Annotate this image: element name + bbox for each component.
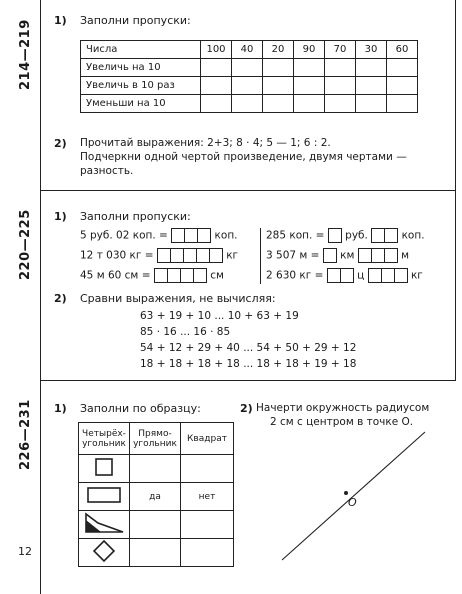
compare-expression: 18 + 18 + 18 + 18 ... 18 + 18 + 19 + 18 bbox=[140, 358, 357, 370]
blank-cell[interactable] bbox=[387, 59, 418, 77]
margin-line bbox=[40, 0, 41, 594]
blank-cell[interactable] bbox=[294, 95, 325, 113]
task-text: Подчеркни одной чертой произведение, двумя чертами — bbox=[80, 151, 407, 163]
answer-boxes[interactable] bbox=[323, 248, 337, 263]
fill-table bbox=[80, 40, 418, 113]
section-divider-1 bbox=[40, 190, 455, 191]
blank-cell[interactable] bbox=[181, 539, 234, 567]
blank-cell[interactable] bbox=[232, 59, 263, 77]
side-label-3: 226—231 bbox=[18, 399, 33, 470]
blank-cell[interactable] bbox=[201, 95, 232, 113]
conversion-text: 3 507 м = bbox=[266, 249, 320, 262]
task-number: 2) bbox=[240, 402, 253, 415]
task-number: 1) bbox=[54, 402, 67, 415]
section-right-edge bbox=[455, 0, 456, 381]
task-text: разность. bbox=[80, 165, 134, 177]
section-divider-2 bbox=[40, 380, 455, 381]
side-label-1: 214—219 bbox=[18, 19, 33, 90]
answer-cell: нет bbox=[181, 483, 234, 511]
answer-boxes[interactable] bbox=[171, 228, 211, 243]
task-number: 2) bbox=[54, 292, 67, 305]
table-value: 70 bbox=[325, 41, 356, 59]
blank-cell[interactable] bbox=[263, 95, 294, 113]
blank-cell[interactable] bbox=[263, 77, 294, 95]
table-value: 20 bbox=[263, 41, 294, 59]
unit: см bbox=[210, 269, 224, 282]
conversion-text: 285 коп. = bbox=[266, 229, 325, 242]
page-number: 12 bbox=[18, 545, 32, 558]
table-header: Числа bbox=[81, 41, 201, 59]
table-value: 60 bbox=[387, 41, 418, 59]
blank-cell[interactable] bbox=[181, 511, 234, 539]
compare-expression: 54 + 12 + 29 + 40 ... 54 + 50 + 29 + 12 bbox=[140, 342, 357, 354]
task-number: 1) bbox=[54, 210, 67, 223]
task-text: Прочитай выражения: 2+3; 8 · 4; 5 — 1; 6 : 2. bbox=[80, 137, 331, 149]
conversion-row bbox=[80, 228, 238, 243]
table-value: 90 bbox=[294, 41, 325, 59]
conversion-text: 12 т 030 кг = bbox=[80, 249, 154, 262]
side-label-2: 220—225 bbox=[18, 209, 33, 280]
answer-boxes[interactable] bbox=[358, 248, 398, 263]
table-row-label: Уменьши на 10 bbox=[81, 95, 201, 113]
task-text: Начерти окружность радиусом bbox=[256, 402, 430, 414]
blank-cell[interactable] bbox=[356, 95, 387, 113]
conversion-row bbox=[80, 268, 224, 283]
table-value: 100 bbox=[201, 41, 232, 59]
unit: км bbox=[340, 249, 355, 262]
blank-cell[interactable] bbox=[387, 95, 418, 113]
compare-expression: 85 · 16 ... 16 · 85 bbox=[140, 326, 231, 338]
blank-cell[interactable] bbox=[232, 95, 263, 113]
answer-boxes[interactable] bbox=[371, 228, 398, 243]
col-header-square: Квадрат bbox=[181, 423, 234, 455]
unit: м bbox=[401, 249, 410, 262]
unit: ц bbox=[357, 269, 365, 282]
answer-boxes[interactable] bbox=[327, 268, 354, 283]
answer-boxes[interactable] bbox=[328, 228, 342, 243]
blank-cell[interactable] bbox=[130, 511, 181, 539]
blank-cell[interactable] bbox=[181, 455, 234, 483]
task-title: Сравни выражения, не вычисляя: bbox=[80, 292, 276, 305]
col-header-rectangle: Прямо- угольник bbox=[130, 423, 181, 455]
blank-cell[interactable] bbox=[130, 455, 181, 483]
blank-cell[interactable] bbox=[130, 539, 181, 567]
blank-cell[interactable] bbox=[387, 77, 418, 95]
blank-cell[interactable] bbox=[232, 77, 263, 95]
table-value: 30 bbox=[356, 41, 387, 59]
unit: коп. bbox=[214, 229, 238, 242]
shapes-table bbox=[78, 422, 234, 567]
shape-rectangle-icon bbox=[79, 483, 130, 511]
unit: кг bbox=[226, 249, 239, 262]
col-header-quadrilateral: Четырёх- угольник bbox=[79, 423, 130, 455]
answer-boxes[interactable] bbox=[368, 268, 408, 283]
conversion-row bbox=[266, 228, 425, 243]
blank-cell[interactable] bbox=[325, 59, 356, 77]
blank-cell[interactable] bbox=[356, 59, 387, 77]
blank-cell[interactable] bbox=[263, 59, 294, 77]
table-row-label: Увеличь в 10 раз bbox=[81, 77, 201, 95]
blank-cell[interactable] bbox=[201, 59, 232, 77]
task-text: 2 см с центром в точке О. bbox=[270, 416, 414, 428]
blank-cell[interactable] bbox=[325, 77, 356, 95]
answer-boxes[interactable] bbox=[154, 268, 207, 283]
conversion-text: 5 руб. 02 коп. = bbox=[80, 229, 168, 242]
unit: кг bbox=[410, 269, 423, 282]
point-label: О bbox=[348, 496, 357, 509]
unit: коп. bbox=[401, 229, 425, 242]
shape-trapezoid-icon bbox=[79, 511, 130, 539]
column-divider bbox=[260, 228, 261, 284]
blank-cell[interactable] bbox=[294, 59, 325, 77]
conversion-row bbox=[80, 248, 238, 263]
conversion-row bbox=[266, 268, 423, 283]
task-title: Заполни по образцу: bbox=[80, 402, 201, 415]
blank-cell[interactable] bbox=[294, 77, 325, 95]
conversion-row bbox=[266, 248, 409, 263]
shape-square-icon bbox=[79, 455, 130, 483]
answer-boxes[interactable] bbox=[157, 248, 223, 263]
table-value: 40 bbox=[232, 41, 263, 59]
blank-cell[interactable] bbox=[201, 77, 232, 95]
conversion-text: 2 630 кг = bbox=[266, 269, 324, 282]
table-row-label: Увеличь на 10 bbox=[81, 59, 201, 77]
compare-expression: 63 + 19 + 10 ... 10 + 63 + 19 bbox=[140, 310, 299, 322]
task-title: Заполни пропуски: bbox=[80, 14, 191, 27]
blank-cell[interactable] bbox=[325, 95, 356, 113]
task-title: Заполни пропуски: bbox=[80, 210, 191, 223]
task-number: 2) bbox=[54, 137, 67, 150]
blank-cell[interactable] bbox=[356, 77, 387, 95]
conversion-text: 45 м 60 см = bbox=[80, 269, 151, 282]
task-number: 1) bbox=[54, 14, 67, 27]
answer-cell: да bbox=[130, 483, 181, 511]
shape-rhombus-icon bbox=[79, 539, 130, 567]
unit: руб. bbox=[345, 229, 368, 242]
